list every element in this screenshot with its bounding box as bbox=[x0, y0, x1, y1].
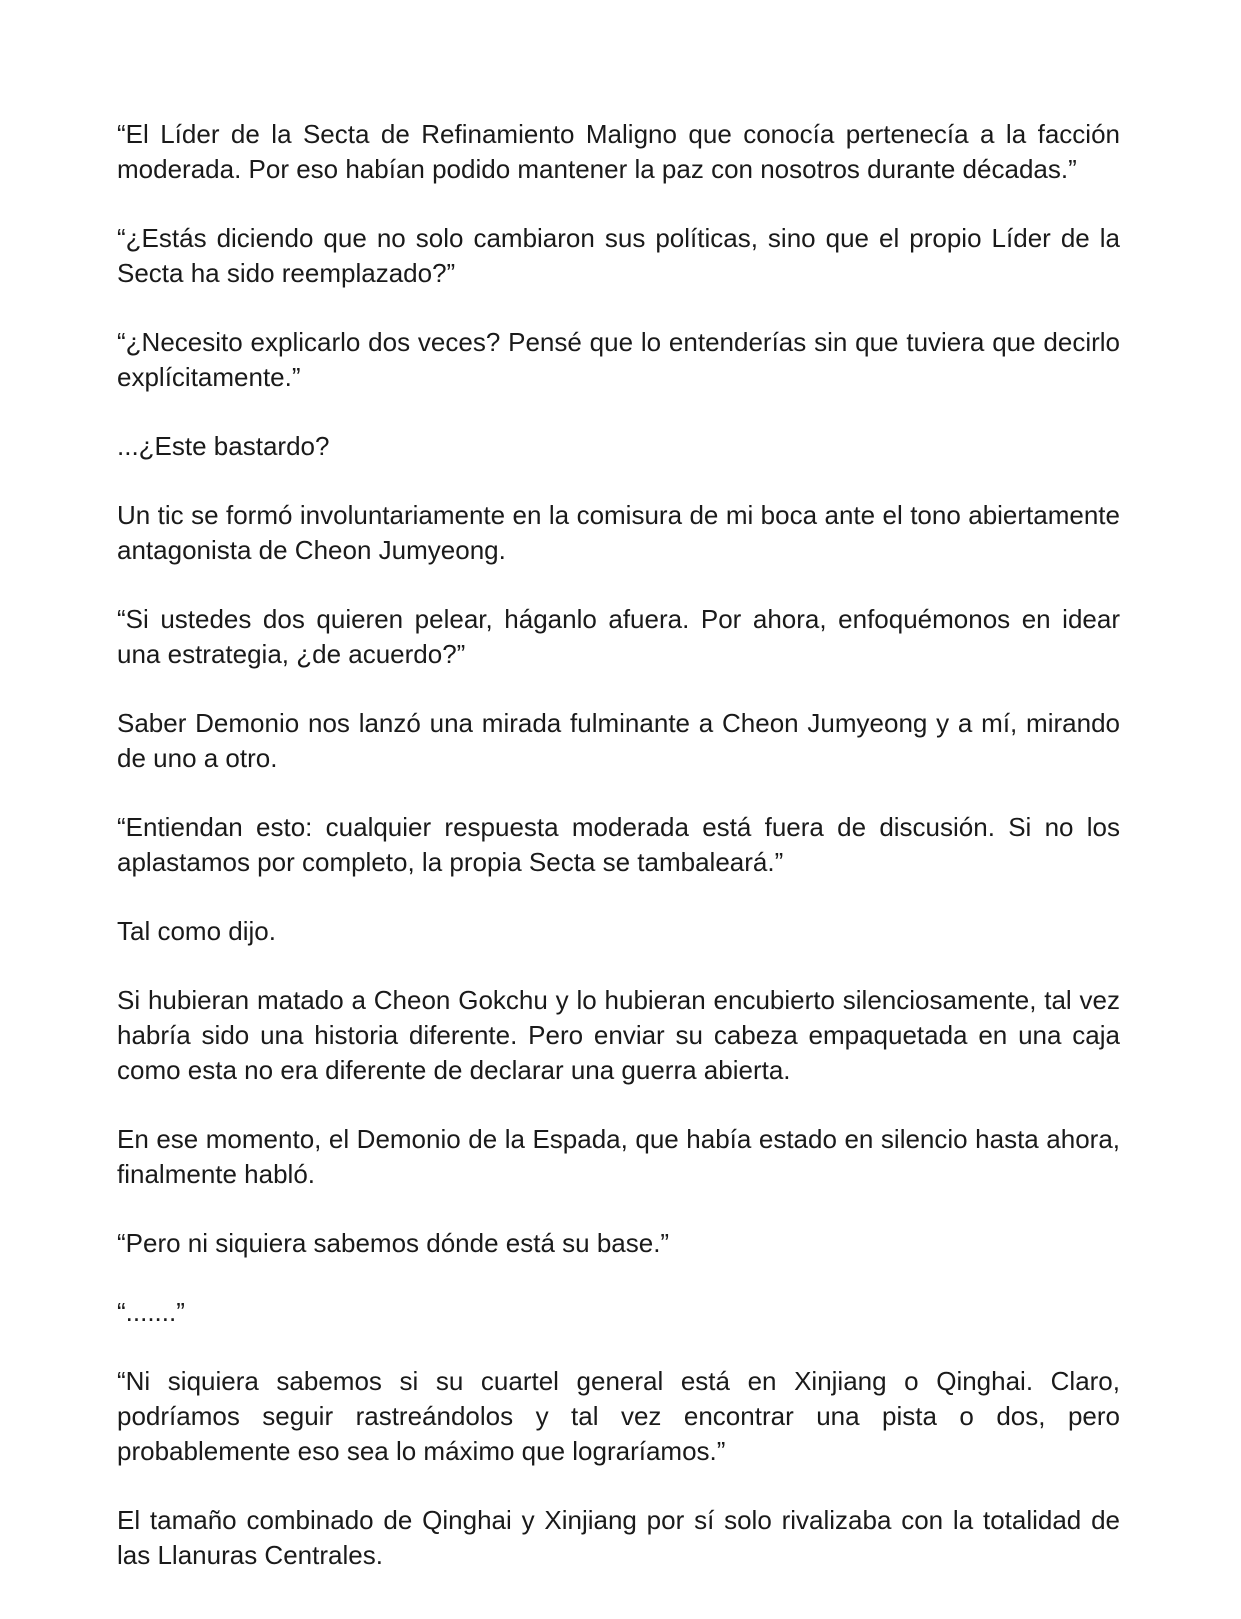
paragraph-14: “Ni siquiera sabemos si su cuartel general está en Xinjiang o Qinghai. Claro, podríamos seguir rastreándolos y tal vez encontrar una pista o dos, pero probablemente eso sea lo máximo que lograríamos.” bbox=[117, 1366, 1120, 1466]
paragraph-13: “.......” bbox=[117, 1297, 185, 1327]
paragraph-5: Un tic se formó involuntariamente en la comisura de mi boca ante el tono abiertamente antagonista de Cheon Jumyeong. bbox=[117, 500, 1120, 565]
paragraph-7: Saber Demonio nos lanzó una mirada fulminante a Cheon Jumyeong y a mí, mirando de uno a otro. bbox=[117, 708, 1120, 773]
paragraph-3: “¿Necesito explicarlo dos veces? Pensé que lo entenderías sin que tuviera que decirlo explícitamente.” bbox=[117, 327, 1120, 392]
paragraph-1: “El Líder de la Secta de Refinamiento Maligno que conocía pertenecía a la facción moderada. Por eso habían podido mantener la paz con nosotros durante décadas.” bbox=[117, 119, 1120, 184]
paragraph-15: El tamaño combinado de Qinghai y Xinjiang por sí solo rivalizaba con la totalidad de las Llanuras Centrales. bbox=[117, 1505, 1120, 1570]
paragraph-8: “Entiendan esto: cualquier respuesta moderada está fuera de discusión. Si no los aplastamos por completo, la propia Secta se tambaleará.” bbox=[117, 812, 1120, 877]
paragraph-4: ...¿Este bastardo? bbox=[117, 431, 330, 461]
paragraph-12: “Pero ni siquiera sabemos dónde está su base.” bbox=[117, 1228, 670, 1258]
paragraph-10: Si hubieran matado a Cheon Gokchu y lo hubieran encubierto silenciosamente, tal vez habría sido una historia diferente. Pero enviar su cabeza empaquetada en una caja como esta no era diferente de declarar una guerra abierta. bbox=[117, 985, 1120, 1085]
document-body bbox=[117, 117, 1120, 1607]
paragraph-11: En ese momento, el Demonio de la Espada, que había estado en silencio hasta ahora, finalmente habló. bbox=[117, 1124, 1120, 1189]
paragraph-9: Tal como dijo. bbox=[117, 916, 276, 946]
paragraph-6: “Si ustedes dos quieren pelear, háganlo afuera. Por ahora, enfoquémonos en idear una estrategia, ¿de acuerdo?” bbox=[117, 604, 1120, 669]
paragraph-2: “¿Estás diciendo que no solo cambiaron sus políticas, sino que el propio Líder de la Secta ha sido reemplazado?” bbox=[117, 223, 1120, 288]
